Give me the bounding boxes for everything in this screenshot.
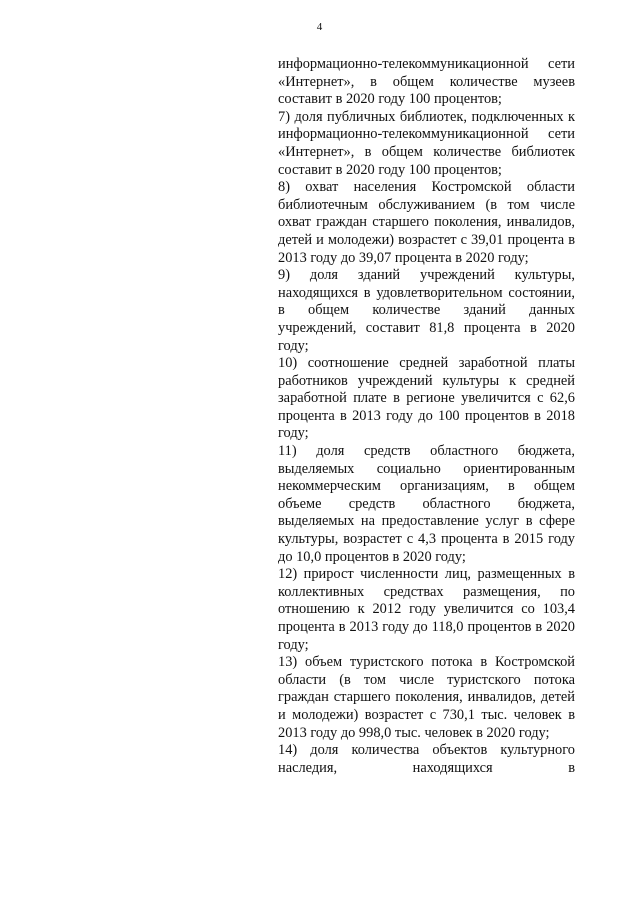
- paragraph-item-14: 14) доля количества объектов культурного наследия, находящихся в: [278, 742, 575, 776]
- paragraph-item-13: 13) объем туристского потока в Костромской области (в том числе туристского потока граждан старшего поколения, инвалидов, детей и молодежи) возрастет с 730,1 тыс. человек в 2013 году до 998,0 тыс. человек в 2020 году;: [278, 654, 575, 741]
- paragraph-item-10: 10) соотношение средней заработной платы работников учреждений культуры к средней заработной плате в регионе увеличится с 62,6 процента в 2013 году до 100 процентов в 2018 году;: [278, 355, 575, 442]
- document-body: [278, 56, 575, 777]
- paragraph-item-12: 12) прирост численности лиц, размещенных в коллективных средствах размещения, по отношению к 2012 году увеличится со 103,4 процента в 2013 году до 118,0 процентов в 2020 году;: [278, 566, 575, 653]
- paragraph-item-11: 11) доля средств областного бюджета, выделяемых социально ориентированным некоммерческим организациям, в общем объеме средств областного бюджета, выделяемых на предоставление услуг в сфере культуры, возрастет с 4,3 процента в 2015 году до 10,0 процентов в 2020 году;: [278, 443, 575, 565]
- page-number: 4: [316, 21, 323, 33]
- paragraph-item-9: 9) доля зданий учреждений культуры, находящихся в удовлетворительном состоянии, в общем количестве зданий данных учреждений, составит 81,8 процента в 2020 году;: [278, 267, 575, 354]
- paragraph-item-8: 8) охват населения Костромской области библиотечным обслуживанием (в том числе охват граждан старшего поколения, инвалидов, детей и молодежи) возрастет с 39,01 процента в 2013 году до 39,07 процента в 2020 году;: [278, 179, 575, 266]
- paragraph-item-7: 7) доля публичных библиотек, подключенных к информационно-телекоммуникационной сети «Интернет», в общем количестве библиотек составит в 2020 году 100 процентов;: [278, 108, 575, 178]
- paragraph-continuation: информационно-телекоммуникационной сети «Интернет», в общем количестве музеев составит в 2020 году 100 процентов;: [278, 56, 575, 108]
